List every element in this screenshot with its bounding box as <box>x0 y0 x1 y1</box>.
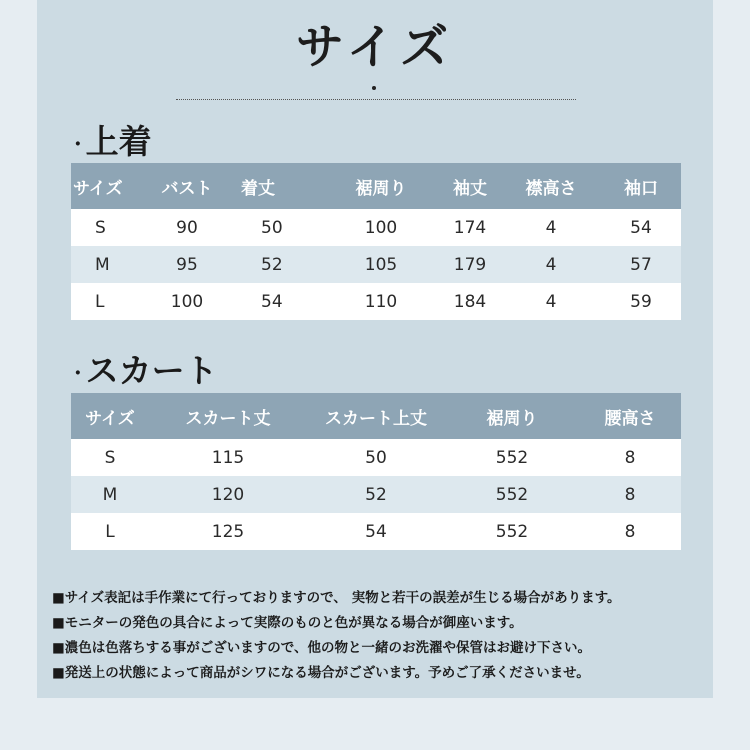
table-cell: 52 <box>307 476 445 513</box>
skirt-size-table <box>71 393 681 550</box>
top-section-bullet: · <box>74 131 82 157</box>
note-item: ■濃色は色落ちする事がございますので、他の物と一緒のお洗濯や保管はお避け下さい。 <box>52 640 591 656</box>
table-cell: 100 <box>323 209 439 246</box>
top-section-label: 上着 <box>85 122 152 161</box>
table-cell: 8 <box>579 439 681 476</box>
top-header-cell: バスト <box>133 163 241 209</box>
table-row <box>71 209 681 246</box>
top-header-cell: 袖丈 <box>439 163 501 209</box>
table-cell: 95 <box>133 246 241 283</box>
skirt-section-title <box>74 345 218 392</box>
table-cell: 100 <box>133 283 241 320</box>
top-section-title <box>74 116 152 163</box>
table-cell: L <box>71 283 133 320</box>
table-cell: 552 <box>445 513 579 550</box>
top-header-cell: 着丈 <box>241 163 323 209</box>
table-cell: 50 <box>241 209 323 246</box>
table-cell: 54 <box>307 513 445 550</box>
table-cell: 184 <box>439 283 501 320</box>
table-cell: 4 <box>501 246 601 283</box>
table-cell: 57 <box>601 246 681 283</box>
table-cell: 120 <box>149 476 307 513</box>
table-cell: 54 <box>601 209 681 246</box>
table-cell: 4 <box>501 209 601 246</box>
table-cell: 54 <box>241 283 323 320</box>
title-divider <box>176 99 576 100</box>
table-cell: 552 <box>445 476 579 513</box>
table-cell: S <box>71 209 133 246</box>
note-item: ■発送上の状態によって商品がシワになる場合がございます。予めご了承くださいませ。 <box>52 665 590 681</box>
table-cell: 90 <box>133 209 241 246</box>
table-cell: 4 <box>501 283 601 320</box>
title-dot-ornament <box>372 86 376 90</box>
table-cell: M <box>71 476 149 513</box>
table-cell: 8 <box>579 476 681 513</box>
table-row <box>71 439 681 476</box>
table-cell: 552 <box>445 439 579 476</box>
table-cell: 174 <box>439 209 501 246</box>
table-row <box>71 513 681 550</box>
table-cell: 105 <box>323 246 439 283</box>
top-header-cell: 袖口 <box>601 163 681 209</box>
skirt-header-cell: スカート丈 <box>149 393 307 439</box>
table-cell: 110 <box>323 283 439 320</box>
skirt-header-cell: 裾周り <box>445 393 579 439</box>
notes-list <box>52 588 732 688</box>
top-header-cell: 裾周り <box>323 163 439 209</box>
table-cell: 50 <box>307 439 445 476</box>
page-title: サイズ <box>295 19 455 75</box>
table-cell: 59 <box>601 283 681 320</box>
note-item: ■モニターの発色の具合によって実際のものと色が異なる場合が御座います。 <box>52 615 523 631</box>
skirt-section-label: スカート <box>85 351 218 390</box>
table-row <box>71 283 681 320</box>
skirt-header-cell: サイズ <box>71 393 149 439</box>
top-header-cell: 襟高さ <box>501 163 601 209</box>
table-cell: L <box>71 513 149 550</box>
top-size-table <box>71 163 681 320</box>
table-cell: 8 <box>579 513 681 550</box>
table-row <box>71 476 681 513</box>
skirt-table-header <box>71 393 681 439</box>
table-cell: 179 <box>439 246 501 283</box>
table-cell: 115 <box>149 439 307 476</box>
skirt-section-bullet: · <box>74 360 82 386</box>
skirt-header-cell: 腰高さ <box>579 393 681 439</box>
skirt-header-cell: スカート上丈 <box>307 393 445 439</box>
note-item: ■サイズ表記は手作業にて行っておりますので、 実物と若干の誤差が生じる場合があります。 <box>52 590 621 606</box>
table-cell: 125 <box>149 513 307 550</box>
table-cell: M <box>71 246 133 283</box>
table-row <box>71 246 681 283</box>
top-header-cell: サイズ <box>71 163 133 209</box>
table-cell: 52 <box>241 246 323 283</box>
top-table-header <box>71 163 681 209</box>
table-cell: S <box>71 439 149 476</box>
